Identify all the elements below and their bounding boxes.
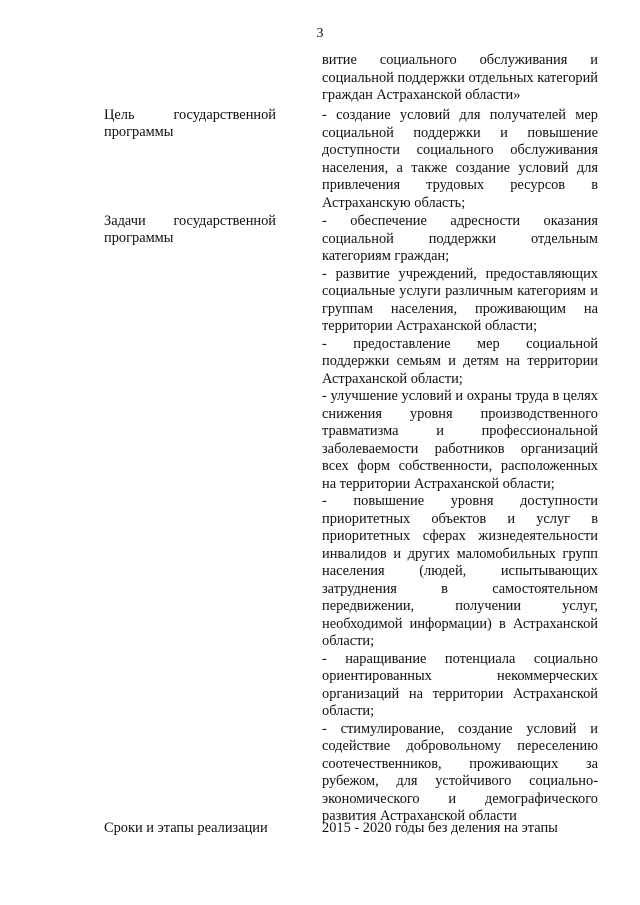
goal-label-line2: программы: [104, 124, 174, 140]
task-item: - наращивание потенциала социально ориентированных некоммерческих организаций на территории Астраханской области;: [322, 650, 598, 719]
goal-label-word1: Цель: [104, 107, 135, 123]
tasks-label-word2: государственной: [173, 213, 276, 229]
goal-text: - создание условий для получателей мер социальной поддержки и повышение доступности социального обслуживания населения, а также создание условий для привлечения трудовых ресурсов в Астраханскую область;: [322, 107, 598, 211]
timeline-label: Сроки и этапы реализации: [104, 820, 268, 836]
task-item: - улучшение условий и охраны труда в целях снижения уровня производственного травматизма и профессиональной заболеваемости работников организаций всех форм собственности, расположенных на территории Астраханской области;: [322, 388, 598, 492]
tasks-list: [322, 213, 598, 826]
tasks-label-word1: Задачи: [104, 213, 146, 229]
task-item: - стимулирование, создание условий и содействие добровольному переселению соотечественников, проживающих за рубежом, для устойчивого социально-экономического и демографического развития Астраханской области: [322, 720, 598, 824]
task-item: - обеспечение адресности оказания социальной поддержки отдельным категориям граждан;: [322, 213, 598, 264]
task-item: - развитие учреждений, предоставляющих социальные услуги различным категориям и группам населения, проживающим на территории Астраханской области;: [322, 265, 598, 334]
tasks-label-line2: программы: [104, 230, 174, 246]
page-number: 3: [316, 26, 324, 41]
tasks-label: [104, 213, 276, 247]
timeline-text: 2015 - 2020 годы без деления на этапы: [322, 820, 558, 836]
goal-label: [104, 107, 276, 141]
intro-fragment: витие социального обслуживания и социальной поддержки отдельных категорий граждан Астраханской области»: [322, 52, 598, 103]
goal-label-word2: государственной: [173, 107, 276, 123]
task-item: - повышение уровня доступности приоритетных объектов и услуг в приоритетных сферах жизнедеятельности инвалидов и других маломобильных групп населения (людей, испытывающих затруднения в самостоятельном передвижении, получении услуг, необходимой информации) в Астраханской области;: [322, 493, 598, 649]
task-item: - предоставление мер социальной поддержки семьям и детям на территории Астраханской области;: [322, 335, 598, 387]
